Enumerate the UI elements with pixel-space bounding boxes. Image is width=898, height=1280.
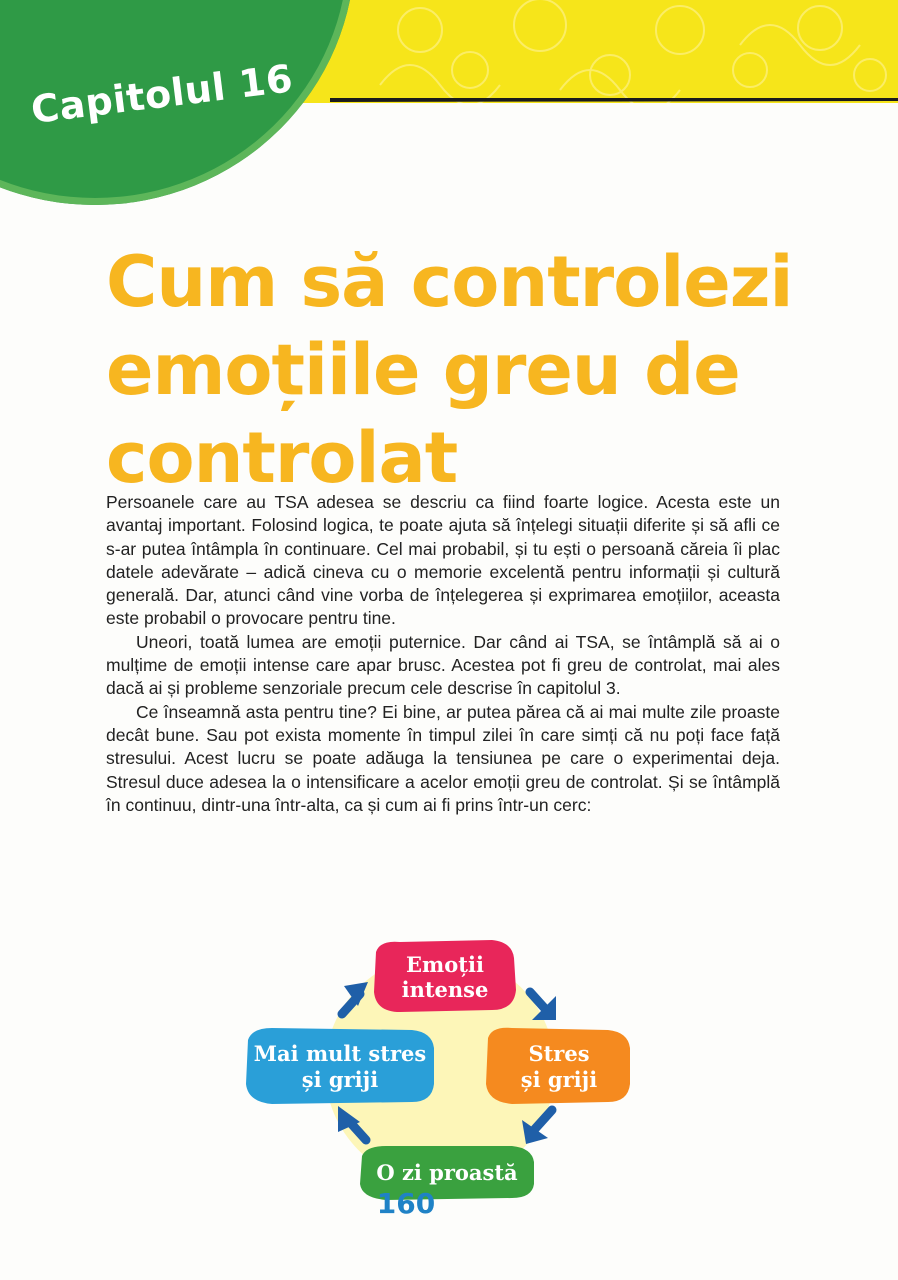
node-stres-line1: Stres [528, 1041, 590, 1066]
node-emotii-line1: Emoții [406, 952, 484, 977]
body-text [106, 491, 780, 817]
paragraph-3: Ce înseamnă asta pentru tine? Ei bine, ar putea părea că ai mai multe zile proaste decât bune. Sau pot exista momente în timpul zilei în care simți că nu poți face față stresului. Acest lucru se poate adăuga la tensiunea pe care o experimentai deja. Stresul duce adesea la o intensificare a acelor emoții greu de controlat. Și se întâmplă în continuu, dintr-una într-alta, ca și cum ai fi prins într-un cerc: [106, 701, 780, 815]
node-stres-si-griji [486, 1028, 630, 1104]
chapter-label: Capitolul 16 [28, 56, 296, 132]
page-number: 160 [376, 1187, 436, 1220]
paragraph-1: Persoanele care au TSA adesea se descriu ca fiind foarte logice. Acesta este un avantaj important. Folosind logica, te poate ajuta să înțelegi situații diferite și să afli ce s-ar putea întâmpla în continuare. Cel mai probabil, și tu ești o persoană căreia îi plac datele adevărate – adică cineva cu o memorie excelentă pentru informații și cultură generală. Dar, atunci când vine vorba de înțelegerea și exprimarea emoțiilor, aceasta este probabil o provocare pentru tine. [106, 492, 780, 629]
title-line-1: Cum să controlezi [106, 241, 793, 323]
page-title [106, 238, 826, 502]
title-line-2: emoțiile greu de [106, 329, 740, 411]
title-line-3: controlat [106, 417, 458, 499]
band-brush-edge [330, 96, 898, 104]
paragraph-2: Uneori, toată lumea are emoții puternice. Dar când ai TSA, se întâmplă să ai o mulțime de emoții intense care apar brusc. Acestea pot fi greu de controlat, mai ales dacă ai și probleme senzoriale precum cele descrise în capitolul 3. [106, 631, 780, 699]
node-emotii-line2: intense [401, 977, 489, 1002]
node-o-zi-line1: O zi proastă [376, 1160, 518, 1185]
node-stres-line2: și griji [520, 1067, 598, 1092]
node-mai-mult-stres [246, 1028, 434, 1104]
node-emotii-intense [374, 940, 516, 1012]
node-mai-mult-line1: Mai mult stres [253, 1041, 427, 1066]
node-mai-mult-line2: și griji [301, 1067, 379, 1092]
stress-cycle-diagram [230, 934, 650, 1204]
